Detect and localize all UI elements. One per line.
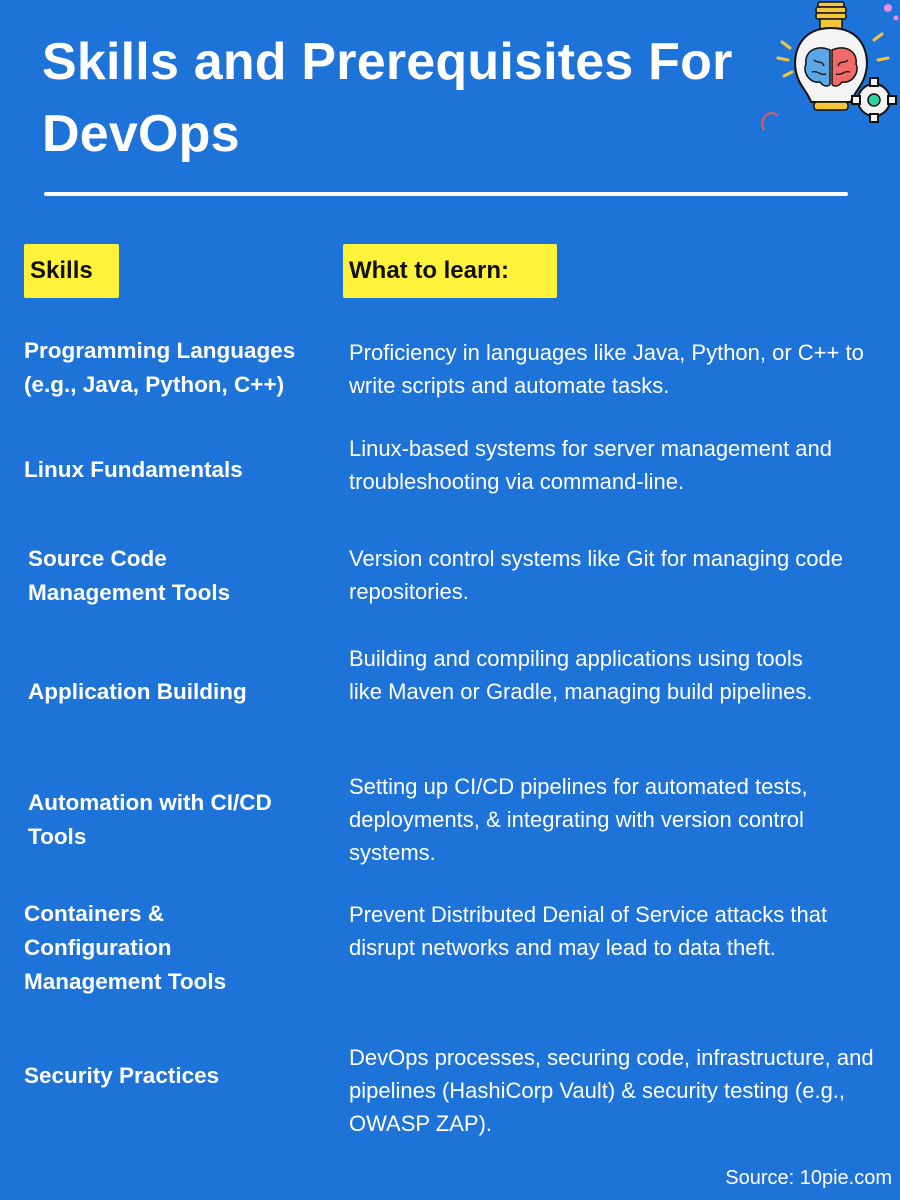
skill-name: Containers & Configuration Management Tools [24, 901, 227, 994]
source-credit: Source: 10pie.com [725, 1167, 892, 1189]
table-row [0, 432, 900, 500]
table-row [0, 896, 900, 1000]
table-row [0, 1041, 900, 1141]
skill-description: Setting up CI/CD pipelines for automated tests, deployments, & integrating with version control systems. [349, 774, 808, 865]
skill-name: Security Practices [24, 1063, 220, 1088]
brain-lightbulb-gear-icon [756, 0, 900, 140]
skill-name: Source Code Management Tools [28, 546, 231, 605]
skill-description: DevOps processes, securing code, infrastructure, and pipelines (HashiCorp Vault) & security testing (e.g., OWASP ZAP). [349, 1045, 874, 1136]
skill-description: Proficiency in languages like Java, Python, or C++ to write scripts and automate tasks. [349, 340, 864, 398]
table-row [0, 642, 900, 742]
skill-description: Version control systems like Git for managing code repositories. [349, 546, 844, 604]
table-row [0, 770, 900, 870]
skill-name: Linux Fundamentals [24, 457, 243, 482]
learn-column-header: What to learn: [343, 244, 557, 298]
skill-description: Linux-based systems for server management and troubleshooting via command-line. [349, 436, 833, 494]
skill-name: Automation with CI/CD Tools [28, 790, 272, 849]
page-title: Skills and Prerequisites For DevOps [42, 33, 733, 163]
skill-description: Prevent Distributed Denial of Service attacks that disrupt networks and may lead to data theft. [349, 902, 828, 960]
skill-name: Application Building [28, 679, 247, 704]
skill-description: Building and compiling applications using tools like Maven or Gradle, managing build pipelines. [349, 646, 813, 704]
title-divider [44, 192, 848, 196]
table-row [0, 542, 900, 610]
skill-name: Programming Languages (e.g., Java, Python, C++) [24, 338, 296, 397]
skills-column-header: Skills [24, 244, 119, 298]
table-row [0, 334, 900, 402]
